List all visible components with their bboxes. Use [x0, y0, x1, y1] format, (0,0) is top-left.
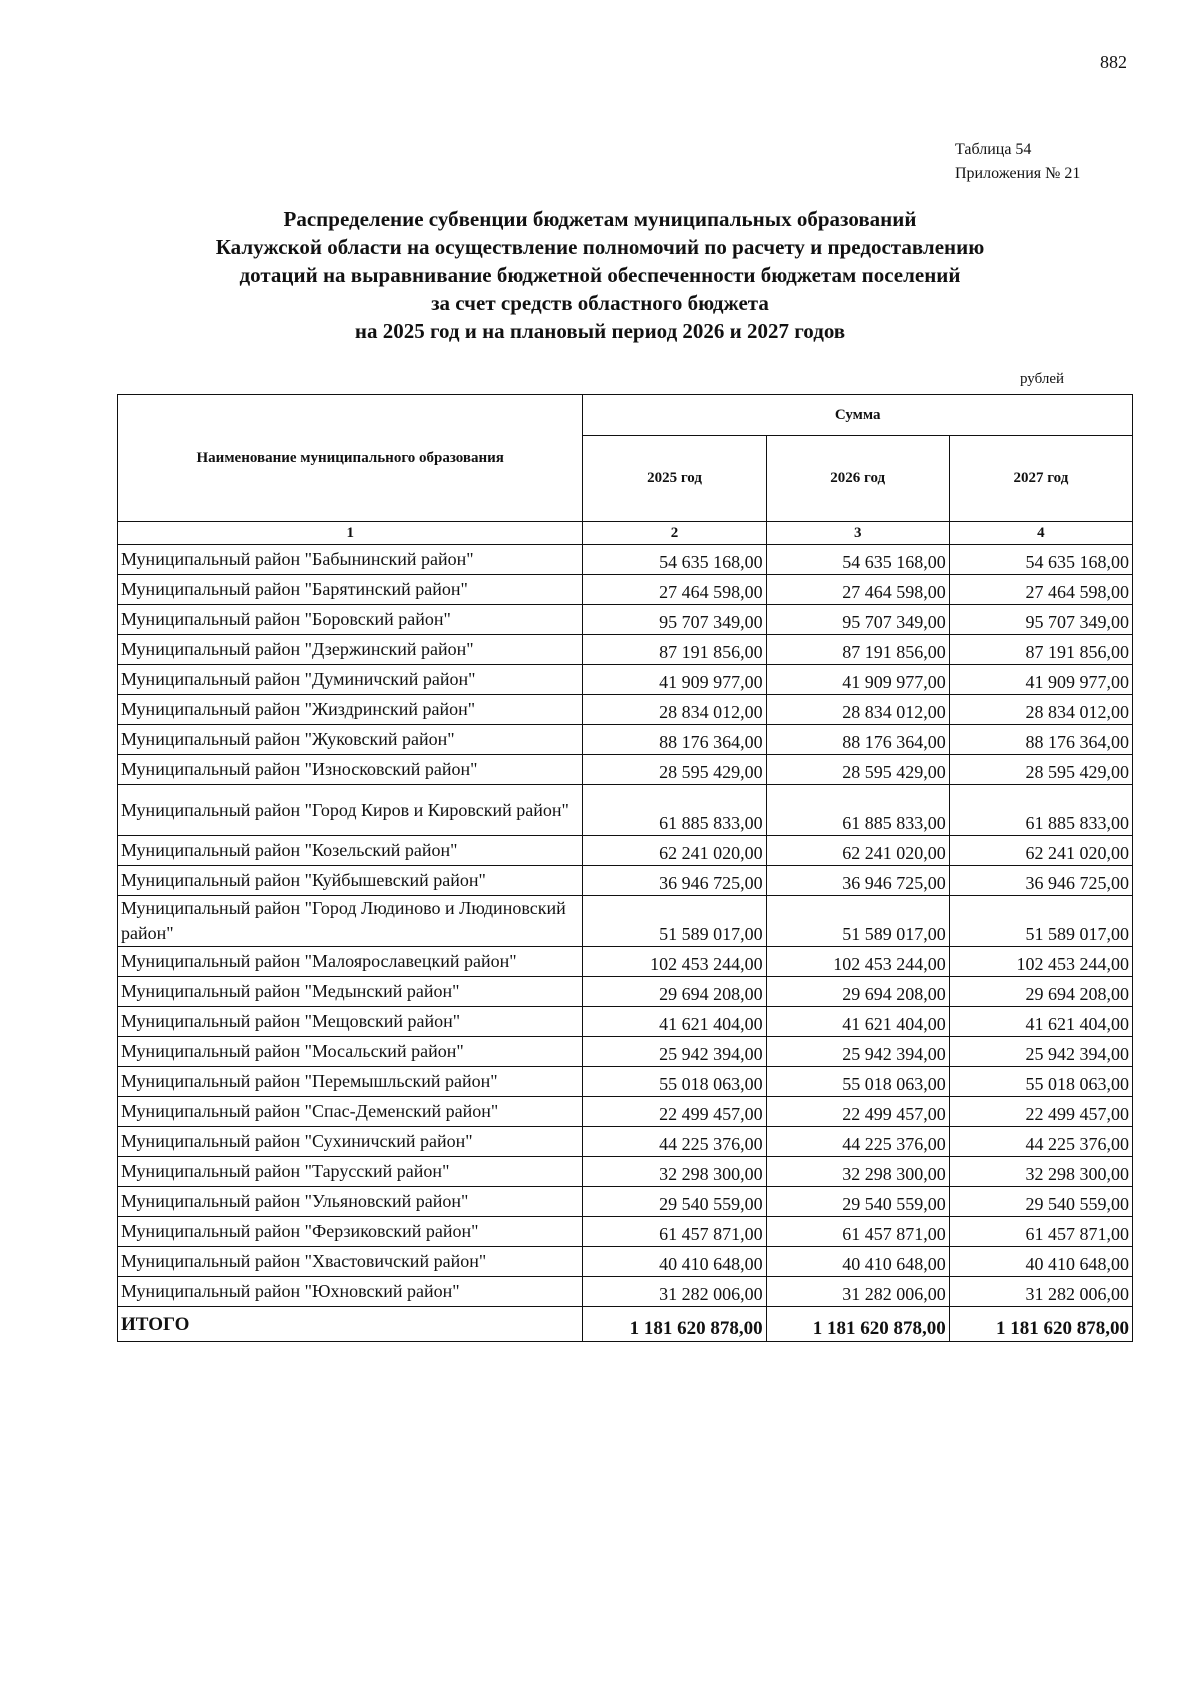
amount-2027: 61 457 871,00: [949, 1217, 1132, 1247]
table-row: [118, 1007, 1133, 1037]
amount-2025: 88 176 364,00: [583, 725, 766, 755]
amount-2027: 32 298 300,00: [949, 1157, 1132, 1187]
amount-2026: 51 589 017,00: [766, 896, 949, 947]
municipality-name: Муниципальный район "Жиздринский район": [118, 695, 583, 725]
table-row: [118, 947, 1133, 977]
amount-2026: 61 885 833,00: [766, 785, 949, 836]
amount-2026: 27 464 598,00: [766, 575, 949, 605]
amount-2027: 28 595 429,00: [949, 755, 1132, 785]
table-reference-line: Таблица 54: [955, 141, 1032, 158]
municipality-name: Муниципальный район "Хвастовичский район": [118, 1247, 583, 1277]
municipality-name: Муниципальный район "Думиничский район": [118, 665, 583, 695]
amount-2027: 27 464 598,00: [949, 575, 1132, 605]
amount-2026: 36 946 725,00: [766, 866, 949, 896]
document-title: [130, 205, 1070, 345]
table-row: [118, 866, 1133, 896]
amount-2025: 54 635 168,00: [583, 545, 766, 575]
amount-2026: 61 457 871,00: [766, 1217, 949, 1247]
title-line: Калужской области на осуществление полномочий по расчету и предоставлению: [215, 235, 985, 259]
municipality-name: Муниципальный район "Козельский район": [118, 836, 583, 866]
table-reference: [955, 138, 1080, 186]
municipality-name: Муниципальный район "Износковский район": [118, 755, 583, 785]
column-number: 1: [118, 522, 583, 545]
municipality-name: Муниципальный район "Боровский район": [118, 605, 583, 635]
amount-2026: 41 621 404,00: [766, 1007, 949, 1037]
amount-2026: 28 834 012,00: [766, 695, 949, 725]
amount-2025: 51 589 017,00: [583, 896, 766, 947]
municipality-name: Муниципальный район "Барятинский район": [118, 575, 583, 605]
amount-2027: 29 540 559,00: [949, 1187, 1132, 1217]
table-row: [118, 545, 1133, 575]
header-year-2026: 2026 год: [766, 436, 949, 522]
total-value-2025: 1 181 620 878,00: [583, 1307, 766, 1342]
amount-2027: 36 946 725,00: [949, 866, 1132, 896]
amount-2027: 61 885 833,00: [949, 785, 1132, 836]
amount-2027: 44 225 376,00: [949, 1127, 1132, 1157]
table-row: [118, 785, 1133, 836]
municipality-name: Муниципальный район "Ульяновский район": [118, 1187, 583, 1217]
amount-2027: 51 589 017,00: [949, 896, 1132, 947]
amount-2025: 28 834 012,00: [583, 695, 766, 725]
amount-2027: 28 834 012,00: [949, 695, 1132, 725]
amount-2025: 32 298 300,00: [583, 1157, 766, 1187]
amount-2026: 87 191 856,00: [766, 635, 949, 665]
amount-2027: 62 241 020,00: [949, 836, 1132, 866]
municipality-name: Муниципальный район "Спас-Деменский район": [118, 1097, 583, 1127]
table-row: [118, 1217, 1133, 1247]
amount-2027: 54 635 168,00: [949, 545, 1132, 575]
title-line: Распределение субвенции бюджетам муниципальных образований: [283, 207, 917, 231]
municipality-name: Муниципальный район "Юхновский район": [118, 1277, 583, 1307]
header-name: Наименование муниципального образования: [118, 395, 583, 522]
amount-2027: 102 453 244,00: [949, 947, 1132, 977]
header-sum: Сумма: [583, 395, 1133, 436]
amount-2026: 29 540 559,00: [766, 1187, 949, 1217]
municipality-name: Муниципальный район "Сухиничский район": [118, 1127, 583, 1157]
amount-2026: 54 635 168,00: [766, 545, 949, 575]
amount-2026: 44 225 376,00: [766, 1127, 949, 1157]
table-row: [118, 977, 1133, 1007]
amount-2026: 25 942 394,00: [766, 1037, 949, 1067]
amount-2025: 62 241 020,00: [583, 836, 766, 866]
municipality-name: Муниципальный район "Перемышльский район": [118, 1067, 583, 1097]
table-row: [118, 1067, 1133, 1097]
table-row: [118, 695, 1133, 725]
amount-2026: 95 707 349,00: [766, 605, 949, 635]
amount-2026: 88 176 364,00: [766, 725, 949, 755]
title-line: дотаций на выравнивание бюджетной обеспеченности бюджетам поселений: [239, 263, 961, 287]
amount-2025: 36 946 725,00: [583, 866, 766, 896]
amount-2025: 41 909 977,00: [583, 665, 766, 695]
table-row: [118, 896, 1133, 947]
amount-2027: 31 282 006,00: [949, 1277, 1132, 1307]
amount-2027: 95 707 349,00: [949, 605, 1132, 635]
amount-2027: 88 176 364,00: [949, 725, 1132, 755]
amount-2027: 55 018 063,00: [949, 1067, 1132, 1097]
amount-2027: 87 191 856,00: [949, 635, 1132, 665]
amount-2026: 40 410 648,00: [766, 1247, 949, 1277]
amount-2025: 31 282 006,00: [583, 1277, 766, 1307]
municipality-name: Муниципальный район "Малоярославецкий район": [118, 947, 583, 977]
amount-2027: 41 909 977,00: [949, 665, 1132, 695]
amount-2025: 40 410 648,00: [583, 1247, 766, 1277]
table-row: [118, 755, 1133, 785]
table-row: [118, 635, 1133, 665]
total-value-2026: 1 181 620 878,00: [766, 1307, 949, 1342]
amount-2026: 32 298 300,00: [766, 1157, 949, 1187]
municipality-name: Муниципальный район "Бабынинский район": [118, 545, 583, 575]
header-year-2027: 2027 год: [949, 436, 1132, 522]
table-row: [118, 1277, 1133, 1307]
municipality-name: Муниципальный район "Город Киров и Кировский район": [118, 785, 583, 836]
annex-reference-line: Приложения № 21: [955, 165, 1081, 182]
table-row: [118, 575, 1133, 605]
municipality-name: Муниципальный район "Ферзиковский район": [118, 1217, 583, 1247]
municipality-name: Муниципальный район "Тарусский район": [118, 1157, 583, 1187]
amount-2027: 25 942 394,00: [949, 1037, 1132, 1067]
table-body: [118, 545, 1133, 1307]
amount-2025: 28 595 429,00: [583, 755, 766, 785]
amount-2025: 102 453 244,00: [583, 947, 766, 977]
amount-2026: 22 499 457,00: [766, 1097, 949, 1127]
title-line: за счет средств областного бюджета: [431, 291, 769, 315]
municipality-name: Муниципальный район "Жуковский район": [118, 725, 583, 755]
amount-2026: 102 453 244,00: [766, 947, 949, 977]
table-row: [118, 1247, 1133, 1277]
municipality-name: Муниципальный район "Дзержинский район": [118, 635, 583, 665]
amount-2025: 95 707 349,00: [583, 605, 766, 635]
table-row: [118, 1037, 1133, 1067]
amount-2026: 41 909 977,00: [766, 665, 949, 695]
amount-2025: 22 499 457,00: [583, 1097, 766, 1127]
table-row: [118, 605, 1133, 635]
header-year-2025: 2025 год: [583, 436, 766, 522]
table-row: [118, 1157, 1133, 1187]
amount-2025: 41 621 404,00: [583, 1007, 766, 1037]
total-value-2027: 1 181 620 878,00: [949, 1307, 1132, 1342]
amount-2026: 62 241 020,00: [766, 836, 949, 866]
total-row: [118, 1307, 1133, 1342]
table-row: [118, 725, 1133, 755]
amount-2025: 44 225 376,00: [583, 1127, 766, 1157]
table-row: [118, 665, 1133, 695]
municipality-name: Муниципальный район "Город Людиново и Людиновский район": [118, 896, 583, 947]
amount-2025: 61 457 871,00: [583, 1217, 766, 1247]
table-row: [118, 1097, 1133, 1127]
table-row: [118, 836, 1133, 866]
table-row: [118, 1127, 1133, 1157]
amount-2025: 61 885 833,00: [583, 785, 766, 836]
municipality-name: Муниципальный район "Мещовский район": [118, 1007, 583, 1037]
amount-2025: 29 540 559,00: [583, 1187, 766, 1217]
amount-2026: 29 694 208,00: [766, 977, 949, 1007]
amount-2026: 28 595 429,00: [766, 755, 949, 785]
amount-2026: 31 282 006,00: [766, 1277, 949, 1307]
title-line: на 2025 год и на плановый период 2026 и 2027 годов: [354, 319, 846, 343]
amount-2025: 29 694 208,00: [583, 977, 766, 1007]
municipality-name: Муниципальный район "Мосальский район": [118, 1037, 583, 1067]
amount-2025: 27 464 598,00: [583, 575, 766, 605]
amount-2025: 55 018 063,00: [583, 1067, 766, 1097]
units-label: рублей: [1020, 371, 1065, 387]
amount-2025: 25 942 394,00: [583, 1037, 766, 1067]
amount-2027: 40 410 648,00: [949, 1247, 1132, 1277]
column-number: 3: [766, 522, 949, 545]
amount-2026: 55 018 063,00: [766, 1067, 949, 1097]
municipality-name: Муниципальный район "Медынский район": [118, 977, 583, 1007]
column-number: 2: [583, 522, 766, 545]
amount-2027: 41 621 404,00: [949, 1007, 1132, 1037]
subvention-table: [117, 394, 1133, 1342]
amount-2027: 22 499 457,00: [949, 1097, 1132, 1127]
municipality-name: Муниципальный район "Куйбышевский район": [118, 866, 583, 896]
total-label: ИТОГО: [118, 1307, 583, 1342]
table-row: [118, 1187, 1133, 1217]
page-number: 882: [1100, 52, 1127, 72]
amount-2025: 87 191 856,00: [583, 635, 766, 665]
column-number: 4: [949, 522, 1132, 545]
amount-2027: 29 694 208,00: [949, 977, 1132, 1007]
